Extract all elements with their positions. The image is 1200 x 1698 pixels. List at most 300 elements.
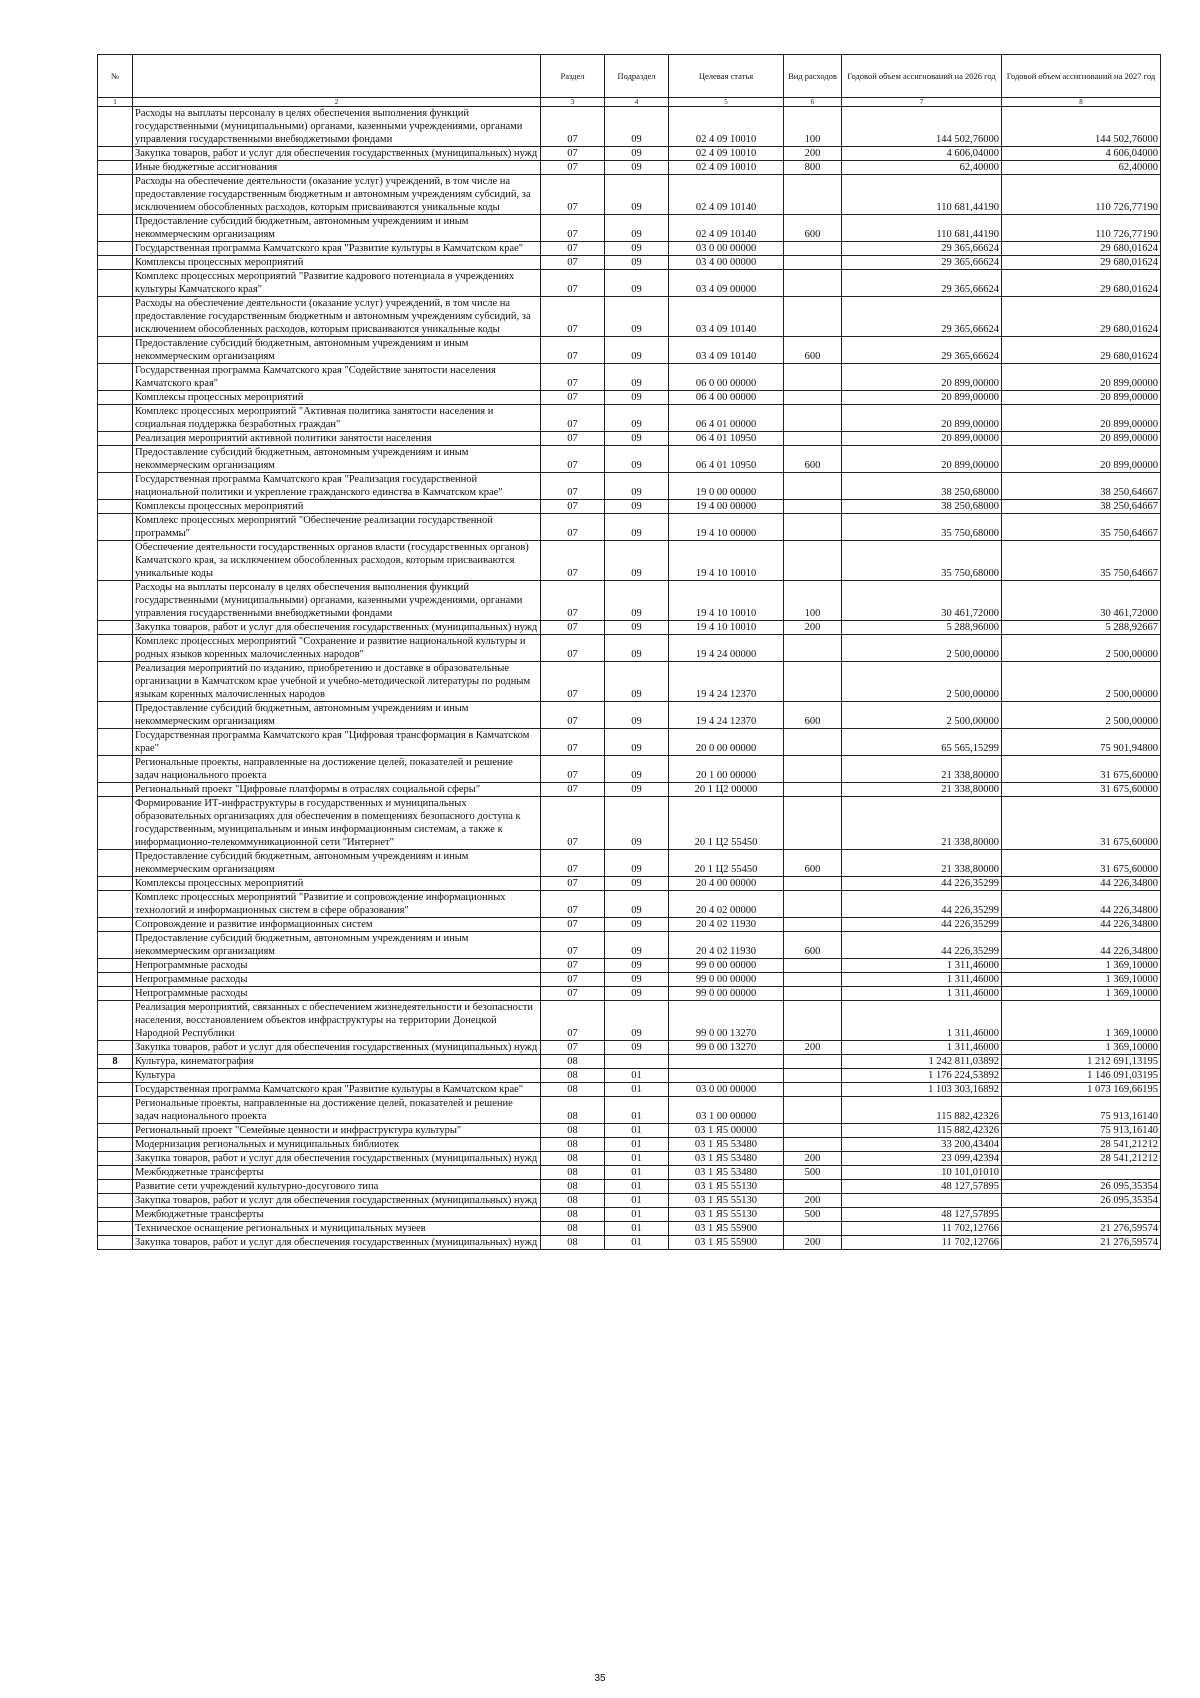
row-number: [98, 702, 133, 729]
row-expense-type: [784, 1001, 842, 1041]
row-amount-2027: 5 288,92667: [1002, 621, 1161, 635]
table-row: [98, 797, 1161, 850]
row-expense-type: [784, 541, 842, 581]
row-razdel: 07: [541, 635, 605, 662]
table-row: [98, 432, 1161, 446]
row-name: Сопровождение и развитие информационных систем: [133, 918, 541, 932]
row-target-article: 06 4 01 00000: [669, 405, 784, 432]
row-amount-2027: 20 899,00000: [1002, 364, 1161, 391]
row-razdel: 07: [541, 147, 605, 161]
row-target-article: 03 4 09 00000: [669, 270, 784, 297]
row-razdel: 07: [541, 514, 605, 541]
row-razdel: 08: [541, 1152, 605, 1166]
row-name: Закупка товаров, работ и услуг для обеспечения государственных (муниципальных) нужд: [133, 1041, 541, 1055]
table-row: [98, 729, 1161, 756]
row-amount-2027: 1 212 691,13195: [1002, 1055, 1161, 1069]
row-target-article: 03 1 Я5 53480: [669, 1152, 784, 1166]
header-2026: Годовой объем ассигнований на 2026 год: [842, 55, 1002, 98]
row-expense-type: [784, 364, 842, 391]
row-razdel: 07: [541, 270, 605, 297]
row-podrazdel: 09: [605, 500, 669, 514]
row-name: Закупка товаров, работ и услуг для обеспечения государственных (муниципальных) нужд: [133, 621, 541, 635]
table-row: [98, 1236, 1161, 1250]
row-name: Государственная программа Камчатского края "Содействие занятости населения Камчатского края": [133, 364, 541, 391]
row-amount-2026: 23 099,42394: [842, 1152, 1002, 1166]
row-razdel: 07: [541, 175, 605, 215]
table-row: [98, 215, 1161, 242]
row-amount-2027: 31 675,60000: [1002, 756, 1161, 783]
row-podrazdel: 09: [605, 918, 669, 932]
row-amount-2027: 35 750,64667: [1002, 541, 1161, 581]
row-amount-2027: 2 500,00000: [1002, 662, 1161, 702]
table-row: [98, 756, 1161, 783]
row-number: [98, 850, 133, 877]
row-amount-2027: 44 226,34800: [1002, 877, 1161, 891]
row-amount-2026: 20 899,00000: [842, 405, 1002, 432]
row-podrazdel: 09: [605, 662, 669, 702]
header-razdel: Раздел: [541, 55, 605, 98]
row-amount-2026: 29 365,66624: [842, 256, 1002, 270]
row-target-article: 06 4 01 10950: [669, 446, 784, 473]
row-razdel: 07: [541, 932, 605, 959]
row-razdel: 08: [541, 1208, 605, 1222]
header-num: №: [98, 55, 133, 98]
row-amount-2027: 20 899,00000: [1002, 432, 1161, 446]
row-expense-type: 200: [784, 621, 842, 635]
table-row: [98, 405, 1161, 432]
row-amount-2027: 31 675,60000: [1002, 783, 1161, 797]
row-number: [98, 1222, 133, 1236]
header-row: [98, 55, 1161, 98]
row-target-article: 19 4 00 00000: [669, 500, 784, 514]
row-amount-2026: 2 500,00000: [842, 635, 1002, 662]
table-row: [98, 662, 1161, 702]
row-name: Реализация мероприятий активной политики занятости населения: [133, 432, 541, 446]
row-podrazdel: 01: [605, 1222, 669, 1236]
row-podrazdel: 01: [605, 1152, 669, 1166]
row-number: [98, 621, 133, 635]
row-amount-2027: 75 901,94800: [1002, 729, 1161, 756]
row-amount-2026: 115 882,42326: [842, 1097, 1002, 1124]
row-target-article: [669, 1069, 784, 1083]
row-number: [98, 729, 133, 756]
row-expense-type: 100: [784, 581, 842, 621]
row-razdel: 07: [541, 729, 605, 756]
row-number: [98, 1194, 133, 1208]
row-target-article: 20 4 02 11930: [669, 932, 784, 959]
row-number: [98, 783, 133, 797]
row-target-article: 03 4 09 10140: [669, 337, 784, 364]
table-row: [98, 581, 1161, 621]
table-row: [98, 783, 1161, 797]
row-expense-type: 800: [784, 161, 842, 175]
row-expense-type: 100: [784, 107, 842, 147]
row-amount-2027: 38 250,64667: [1002, 500, 1161, 514]
row-amount-2027: 144 502,76000: [1002, 107, 1161, 147]
row-expense-type: 600: [784, 337, 842, 364]
row-podrazdel: 01: [605, 1083, 669, 1097]
table-row: [98, 1208, 1161, 1222]
row-amount-2027: 20 899,00000: [1002, 446, 1161, 473]
row-name: Комплексы процессных мероприятий: [133, 391, 541, 405]
row-name: Расходы на обеспечение деятельности (оказание услуг) учреждений, в том числе на предоставление государственным бюджетным и автономным учреждениям субсидий, за исключением обособленных расходов, которым присваиваются уникальные коды: [133, 175, 541, 215]
row-podrazdel: 09: [605, 797, 669, 850]
row-expense-type: [784, 1097, 842, 1124]
table-row: [98, 391, 1161, 405]
row-number: [98, 918, 133, 932]
row-amount-2027: 44 226,34800: [1002, 932, 1161, 959]
row-amount-2026: 1 242 811,03892: [842, 1055, 1002, 1069]
row-expense-type: [784, 662, 842, 702]
page-number: 35: [594, 1673, 606, 1684]
row-amount-2026: 29 365,66624: [842, 242, 1002, 256]
row-amount-2026: 21 338,80000: [842, 783, 1002, 797]
row-podrazdel: 01: [605, 1194, 669, 1208]
row-razdel: 07: [541, 702, 605, 729]
row-name: Предоставление субсидий бюджетным, автономным учреждениям и иным некоммерческим организациям: [133, 850, 541, 877]
row-amount-2026: 2 500,00000: [842, 702, 1002, 729]
row-name: Предоставление субсидий бюджетным, автономным учреждениям и иным некоммерческим организациям: [133, 702, 541, 729]
row-amount-2026: 38 250,68000: [842, 473, 1002, 500]
row-razdel: 07: [541, 783, 605, 797]
row-amount-2026: 1 311,46000: [842, 1001, 1002, 1041]
row-razdel: 07: [541, 256, 605, 270]
table-row: [98, 446, 1161, 473]
row-number: [98, 1083, 133, 1097]
row-target-article: 19 4 24 12370: [669, 702, 784, 729]
row-target-article: 20 1 00 00000: [669, 756, 784, 783]
row-amount-2026: 110 681,44190: [842, 175, 1002, 215]
row-amount-2027: 62,40000: [1002, 161, 1161, 175]
row-razdel: 07: [541, 918, 605, 932]
row-amount-2026: 21 338,80000: [842, 850, 1002, 877]
row-name: Закупка товаров, работ и услуг для обеспечения государственных (муниципальных) нужд: [133, 147, 541, 161]
row-expense-type: [784, 973, 842, 987]
row-target-article: 19 4 24 00000: [669, 635, 784, 662]
row-expense-type: 600: [784, 932, 842, 959]
row-expense-type: [784, 1055, 842, 1069]
row-podrazdel: 01: [605, 1124, 669, 1138]
row-amount-2027: 75 913,16140: [1002, 1124, 1161, 1138]
row-amount-2026: 1 103 303,16892: [842, 1083, 1002, 1097]
row-amount-2027: 4 606,04000: [1002, 147, 1161, 161]
row-name: Непрограммные расходы: [133, 987, 541, 1001]
row-razdel: 07: [541, 215, 605, 242]
row-podrazdel: 09: [605, 215, 669, 242]
row-name: Обеспечение деятельности государственных органов власти (государственных органов) Камчатского края, за исключением обособленных расходов, которым присваиваются уникальные коды: [133, 541, 541, 581]
row-expense-type: [784, 1138, 842, 1152]
row-target-article: 02 4 09 10010: [669, 147, 784, 161]
table-row: [98, 147, 1161, 161]
row-podrazdel: 09: [605, 891, 669, 918]
row-amount-2026: 44 226,35299: [842, 891, 1002, 918]
row-amount-2026: 21 338,80000: [842, 797, 1002, 850]
row-amount-2026: 20 899,00000: [842, 432, 1002, 446]
row-target-article: 03 0 00 00000: [669, 242, 784, 256]
row-amount-2027: 31 675,60000: [1002, 850, 1161, 877]
row-number: [98, 514, 133, 541]
row-razdel: 07: [541, 973, 605, 987]
row-number: [98, 581, 133, 621]
row-razdel: 07: [541, 337, 605, 364]
row-target-article: 03 4 00 00000: [669, 256, 784, 270]
table-row: [98, 473, 1161, 500]
table-row: [98, 256, 1161, 270]
row-name: Закупка товаров, работ и услуг для обеспечения государственных (муниципальных) нужд: [133, 1152, 541, 1166]
column-number: 8: [1002, 98, 1161, 107]
row-podrazdel: 09: [605, 987, 669, 1001]
table-row: [98, 364, 1161, 391]
row-number: [98, 161, 133, 175]
row-amount-2027: 110 726,77190: [1002, 215, 1161, 242]
row-podrazdel: 09: [605, 473, 669, 500]
row-podrazdel: 09: [605, 877, 669, 891]
row-podrazdel: 09: [605, 256, 669, 270]
row-podrazdel: 01: [605, 1138, 669, 1152]
row-name: Комплекс процессных мероприятий "Сохранение и развитие национальной культуры и родных языков коренных малочисленных народов": [133, 635, 541, 662]
row-number: [98, 987, 133, 1001]
row-name: Модернизация региональных и муниципальных библиотек: [133, 1138, 541, 1152]
table-row: [98, 500, 1161, 514]
row-number: [98, 405, 133, 432]
row-razdel: 07: [541, 1001, 605, 1041]
row-amount-2027: 26 095,35354: [1002, 1180, 1161, 1194]
row-name: Региональные проекты, направленные на достижение целей, показателей и решение задач национального проекта: [133, 756, 541, 783]
header-name: [133, 55, 541, 98]
row-razdel: 08: [541, 1097, 605, 1124]
row-amount-2026: 65 565,15299: [842, 729, 1002, 756]
row-amount-2026: 38 250,68000: [842, 500, 1002, 514]
row-name: Реализация мероприятий, связанных с обеспечением жизнедеятельности и безопасности населения, восстановлением объектов инфраструктуры на территории Донецкой Народной Республики: [133, 1001, 541, 1041]
row-number: [98, 1069, 133, 1083]
row-target-article: 03 1 Я5 00000: [669, 1124, 784, 1138]
row-name: Техническое оснащение региональных и муниципальных музеев: [133, 1222, 541, 1236]
row-amount-2027: 20 899,00000: [1002, 405, 1161, 432]
row-expense-type: [784, 242, 842, 256]
row-number: [98, 959, 133, 973]
row-target-article: 19 4 10 10010: [669, 621, 784, 635]
row-target-article: 20 1 Ц2 00000: [669, 783, 784, 797]
row-amount-2027: 35 750,64667: [1002, 514, 1161, 541]
row-podrazdel: 09: [605, 850, 669, 877]
row-number: [98, 432, 133, 446]
row-target-article: 99 0 00 00000: [669, 973, 784, 987]
row-razdel: 07: [541, 432, 605, 446]
row-podrazdel: 01: [605, 1166, 669, 1180]
column-number: 6: [784, 98, 842, 107]
row-razdel: 07: [541, 161, 605, 175]
row-number: [98, 147, 133, 161]
header-podrazdel: Подраздел: [605, 55, 669, 98]
row-name: Комплекс процессных мероприятий "Активная политика занятости населения и социальная поддержка безработных граждан": [133, 405, 541, 432]
row-razdel: 07: [541, 621, 605, 635]
row-razdel: 07: [541, 581, 605, 621]
row-name: Культура: [133, 1069, 541, 1083]
table-row: [98, 621, 1161, 635]
row-razdel: 07: [541, 541, 605, 581]
row-razdel: 07: [541, 877, 605, 891]
row-name: Региональный проект "Семейные ценности и инфраструктура культуры": [133, 1124, 541, 1138]
row-razdel: 08: [541, 1166, 605, 1180]
row-name: Расходы на выплаты персоналу в целях обеспечения выполнения функций государственными (муниципальными) органами, казенными учреждениями, органами управления государственными внебюджетными фондами: [133, 581, 541, 621]
row-name: Реализация мероприятий по изданию, приобретению и доставке в образовательные организации в Камчатском крае учебной и учебно-методической литературы по родным языкам коренных малочисленных народов: [133, 662, 541, 702]
table-row: [98, 702, 1161, 729]
row-number: [98, 1041, 133, 1055]
table-row: [98, 337, 1161, 364]
row-expense-type: [784, 175, 842, 215]
row-razdel: 07: [541, 297, 605, 337]
row-amount-2026: 20 899,00000: [842, 446, 1002, 473]
row-podrazdel: 09: [605, 932, 669, 959]
row-podrazdel: 01: [605, 1208, 669, 1222]
row-number: 8: [98, 1055, 133, 1069]
row-podrazdel: 09: [605, 1001, 669, 1041]
row-amount-2026: 2 500,00000: [842, 662, 1002, 702]
row-amount-2027: 1 146 091,03195: [1002, 1069, 1161, 1083]
table-row: [98, 175, 1161, 215]
row-amount-2027: [1002, 1208, 1161, 1222]
table-row: [98, 297, 1161, 337]
row-target-article: 03 1 Я5 53480: [669, 1138, 784, 1152]
row-razdel: 07: [541, 891, 605, 918]
row-target-article: 20 4 02 11930: [669, 918, 784, 932]
row-number: [98, 1124, 133, 1138]
row-target-article: 06 4 00 00000: [669, 391, 784, 405]
table-row: [98, 987, 1161, 1001]
row-amount-2027: 20 899,00000: [1002, 391, 1161, 405]
row-amount-2026: 35 750,68000: [842, 514, 1002, 541]
row-number: [98, 877, 133, 891]
row-amount-2026: 10 101,01010: [842, 1166, 1002, 1180]
table-row: [98, 1222, 1161, 1236]
row-expense-type: 600: [784, 446, 842, 473]
row-amount-2027: 110 726,77190: [1002, 175, 1161, 215]
row-expense-type: [784, 987, 842, 1001]
row-amount-2027: 1 369,10000: [1002, 973, 1161, 987]
row-podrazdel: 09: [605, 446, 669, 473]
row-amount-2026: 44 226,35299: [842, 932, 1002, 959]
row-razdel: 08: [541, 1138, 605, 1152]
row-podrazdel: [605, 1055, 669, 1069]
row-amount-2026: 62,40000: [842, 161, 1002, 175]
row-amount-2026: 29 365,66624: [842, 297, 1002, 337]
row-amount-2026: 1 311,46000: [842, 973, 1002, 987]
row-target-article: 19 4 10 00000: [669, 514, 784, 541]
row-amount-2027: 44 226,34800: [1002, 918, 1161, 932]
row-target-article: 19 0 00 00000: [669, 473, 784, 500]
row-podrazdel: 09: [605, 621, 669, 635]
row-podrazdel: 09: [605, 405, 669, 432]
row-name: Расходы на обеспечение деятельности (оказание услуг) учреждений, в том числе на предоставление государственным бюджетным и автономным учреждениям субсидий, за исключением обособленных расходов, которым присваиваются уникальные коды: [133, 297, 541, 337]
table-row: [98, 161, 1161, 175]
table-row: [98, 242, 1161, 256]
column-number: 4: [605, 98, 669, 107]
row-razdel: 07: [541, 756, 605, 783]
row-razdel: 08: [541, 1180, 605, 1194]
row-target-article: 19 4 24 12370: [669, 662, 784, 702]
row-name: Иные бюджетные ассигнования: [133, 161, 541, 175]
row-expense-type: [784, 877, 842, 891]
table-row: [98, 1138, 1161, 1152]
row-target-article: 99 0 00 13270: [669, 1001, 784, 1041]
column-number: 5: [669, 98, 784, 107]
row-number: [98, 1180, 133, 1194]
row-target-article: 03 4 09 10140: [669, 297, 784, 337]
row-target-article: 20 4 02 00000: [669, 891, 784, 918]
table-row: [98, 1069, 1161, 1083]
row-expense-type: [784, 635, 842, 662]
row-target-article: 06 0 00 00000: [669, 364, 784, 391]
row-expense-type: [784, 500, 842, 514]
row-amount-2026: 5 288,96000: [842, 621, 1002, 635]
row-number: [98, 891, 133, 918]
table-row: [98, 891, 1161, 918]
row-number: [98, 175, 133, 215]
row-amount-2027: 28 541,21212: [1002, 1138, 1161, 1152]
row-amount-2027: 21 276,59574: [1002, 1236, 1161, 1250]
table-row: [98, 1041, 1161, 1055]
row-name: Формирование ИТ-инфраструктуры в государственных и муниципальных образовательных организациях для обеспечения в помещениях безопасного доступа к государственным, муниципальным и иным информационным системам, а также к информационно-телекоммуникационной сети "Интернет": [133, 797, 541, 850]
row-razdel: 07: [541, 242, 605, 256]
table-row: [98, 1152, 1161, 1166]
row-amount-2026: 20 899,00000: [842, 364, 1002, 391]
row-expense-type: 200: [784, 147, 842, 161]
row-razdel: 07: [541, 850, 605, 877]
table-row: [98, 959, 1161, 973]
row-target-article: 03 1 Я5 55900: [669, 1222, 784, 1236]
row-razdel: 08: [541, 1124, 605, 1138]
row-expense-type: [784, 1180, 842, 1194]
row-expense-type: [784, 729, 842, 756]
row-target-article: 19 4 10 10010: [669, 541, 784, 581]
row-name: Государственная программа Камчатского края "Развитие культуры в Камчатском крае": [133, 242, 541, 256]
row-expense-type: [784, 270, 842, 297]
row-podrazdel: 09: [605, 161, 669, 175]
header-vid: Вид расходов: [784, 55, 842, 98]
budget-table: [97, 54, 1161, 1250]
row-amount-2026: 48 127,57895: [842, 1208, 1002, 1222]
row-target-article: 03 1 Я5 55130: [669, 1194, 784, 1208]
row-razdel: 07: [541, 797, 605, 850]
row-razdel: 07: [541, 473, 605, 500]
row-amount-2027: 1 369,10000: [1002, 987, 1161, 1001]
row-amount-2026: [842, 1194, 1002, 1208]
row-amount-2026: 115 882,42326: [842, 1124, 1002, 1138]
row-number: [98, 1097, 133, 1124]
row-name: Комплекс процессных мероприятий "Развитие и сопровождение информационных технологий и информационных систем в сфере образования": [133, 891, 541, 918]
row-amount-2027: 1 369,10000: [1002, 959, 1161, 973]
row-razdel: 08: [541, 1083, 605, 1097]
row-podrazdel: 09: [605, 973, 669, 987]
row-target-article: 99 0 00 00000: [669, 987, 784, 1001]
table-row: [98, 1001, 1161, 1041]
row-expense-type: [784, 756, 842, 783]
table-row: [98, 1180, 1161, 1194]
row-amount-2027: 2 500,00000: [1002, 702, 1161, 729]
header-2027: Годовой объем ассигнований на 2027 год: [1002, 55, 1161, 98]
row-target-article: 20 1 Ц2 55450: [669, 797, 784, 850]
table-row: [98, 1097, 1161, 1124]
row-name: Комплексы процессных мероприятий: [133, 500, 541, 514]
row-podrazdel: 09: [605, 337, 669, 364]
row-name: Закупка товаров, работ и услуг для обеспечения государственных (муниципальных) нужд: [133, 1236, 541, 1250]
row-podrazdel: 01: [605, 1236, 669, 1250]
row-razdel: 07: [541, 662, 605, 702]
row-amount-2027: 21 276,59574: [1002, 1222, 1161, 1236]
row-target-article: 03 1 00 00000: [669, 1097, 784, 1124]
table-row: [98, 877, 1161, 891]
row-amount-2027: 44 226,34800: [1002, 891, 1161, 918]
